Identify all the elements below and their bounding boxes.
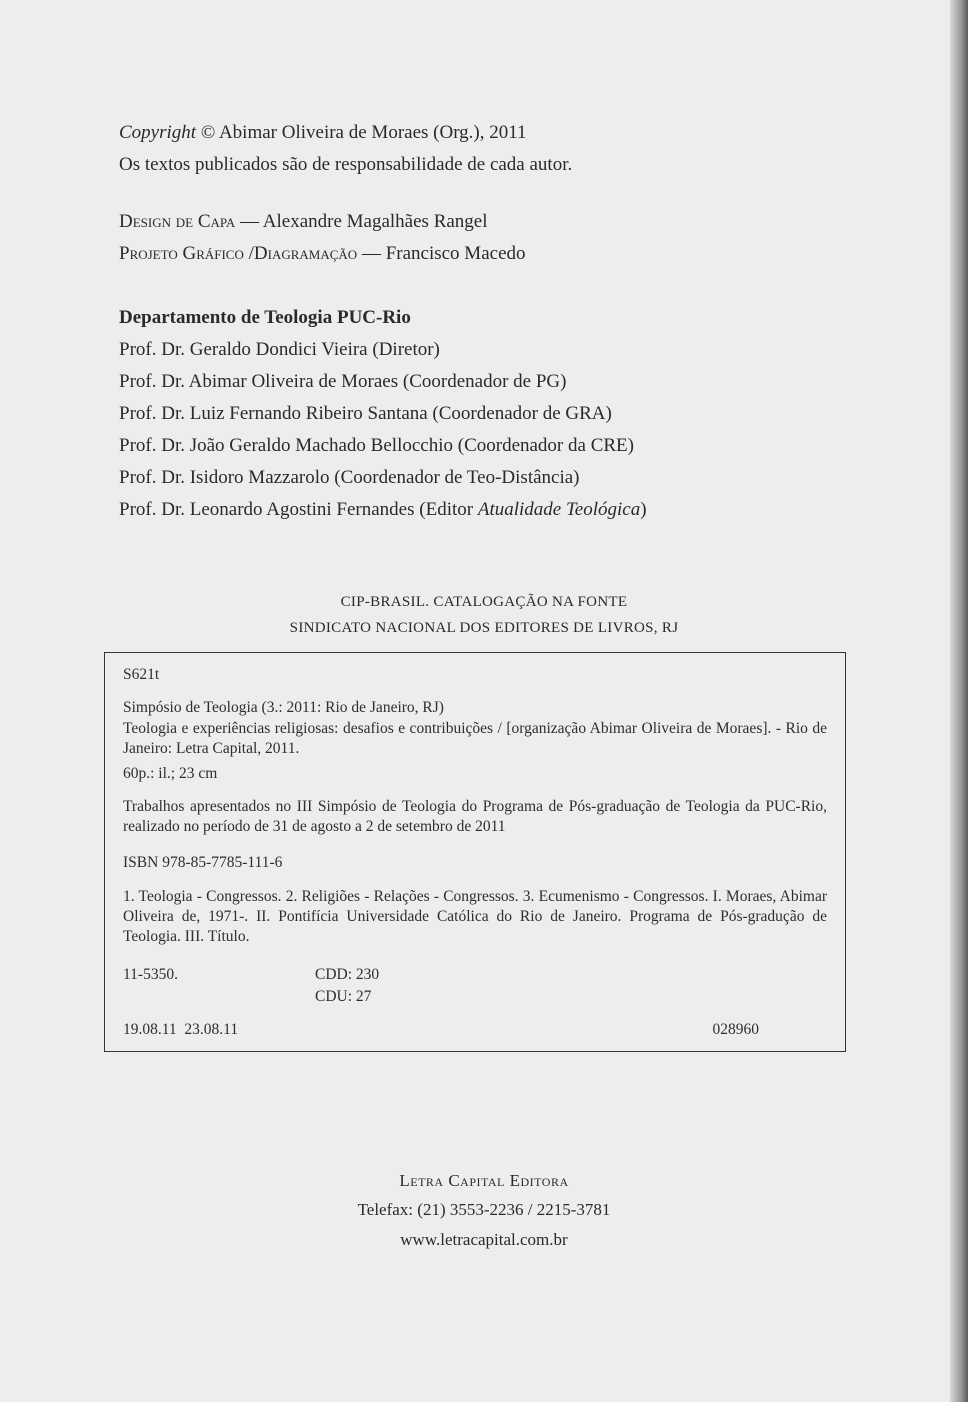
- cip-heading-2: SINDICATO NACIONAL DOS EDITORES DE LIVROS, RJ: [289, 620, 679, 636]
- publisher-name: Letra Capital Editora: [399, 1171, 569, 1190]
- cip-note: Trabalhos apresentados no III Simpósio de Teologia do Programa de Pós-graduação de Teologia da PUC-Rio, realizado no período de 31 de agosto a 2 de setembro de 2011: [123, 798, 827, 835]
- department-block: [119, 302, 647, 526]
- cip-cdu: CDU: 27: [315, 988, 372, 1005]
- member-2: Prof. Dr. Abimar Oliveira de Moraes (Coordenador de PG): [119, 371, 567, 392]
- cip-catalog-card: [104, 652, 846, 1052]
- cip-entry-physical: 60p.: il.; 23 cm: [123, 765, 218, 782]
- graphic-project-value: — Francisco Macedo: [361, 243, 526, 264]
- editor-prefix: Prof. Dr. Leonardo Agostini Fernandes (Editor: [119, 499, 478, 520]
- member-3: Prof. Dr. Luiz Fernando Ribeiro Santana (Coordenador de GRA): [119, 403, 612, 424]
- graphic-project-line: [119, 238, 526, 270]
- cip-code: S621t: [123, 666, 160, 683]
- cip-number: 11-5350.: [123, 966, 178, 983]
- graphic-project-label: Projeto Gráfico /Diagramação: [119, 243, 358, 264]
- member-5: Prof. Dr. Isidoro Mazzarolo (Coordenador de Teo-Distância): [119, 467, 580, 488]
- credits-block: [119, 206, 526, 270]
- cip-isbn: ISBN 978-85-7785-111-6: [123, 854, 283, 871]
- cip-heading-1: CIP-BRASIL. CATALOGAÇÃO NA FONTE: [340, 594, 628, 610]
- cip-dates: 19.08.11 23.08.11: [123, 1021, 239, 1038]
- member-1: Prof. Dr. Geraldo Dondici Vieira (Diretor): [119, 339, 440, 360]
- cip-entry-main: Simpósio de Teologia (3.: 2011: Rio de Janeiro, RJ): [123, 699, 444, 716]
- publisher-phone: Telefax: (21) 3553-2236 / 2215-3781: [357, 1200, 611, 1219]
- editor-journal-title: Atualidade Teológica: [477, 499, 641, 520]
- editor-suffix: ): [640, 499, 647, 520]
- member-editor: [119, 494, 647, 526]
- department-title: Departamento de Teologia PUC-Rio: [119, 307, 411, 328]
- copyright-line: [119, 117, 572, 149]
- responsibility-line: Os textos publicados são de responsabilidade de cada autor.: [119, 154, 573, 175]
- cip-entry-title: Teologia e experiências religiosas: desafios e contribuições / [organização Abimar Oliveira de Moraes]. - Rio de Janeiro: Letra Capital, 2011.: [123, 720, 827, 757]
- member-4: Prof. Dr. João Geraldo Machado Bellocchio (Coordenador da CRE): [119, 435, 634, 456]
- cover-design-line: [119, 206, 526, 238]
- copyright-label: Copyright: [119, 122, 197, 143]
- cover-design-label: Design de Capa: [119, 211, 236, 232]
- copyright-block: [119, 117, 572, 181]
- cover-design-value: — Alexandre Magalhães Rangel: [240, 211, 488, 232]
- publisher-website: www.letracapital.com.br: [400, 1230, 568, 1249]
- cip-cdd: CDD: 230: [315, 966, 380, 983]
- cip-subjects: 1. Teologia - Congressos. 2. Religiões - Relações - Congressos. 3. Ecumenismo - Congressos. I. Moraes, Abimar Oliveira de, 1971-. II. Pontifícia Universidade Católica do Rio de Janeiro. Programa de Pós-gradução de Teologia. III. Título.: [123, 888, 827, 945]
- copyright-text: © Abimar Oliveira de Moraes (Org.), 2011: [200, 122, 527, 143]
- cip-control-number: 028960: [712, 1021, 759, 1038]
